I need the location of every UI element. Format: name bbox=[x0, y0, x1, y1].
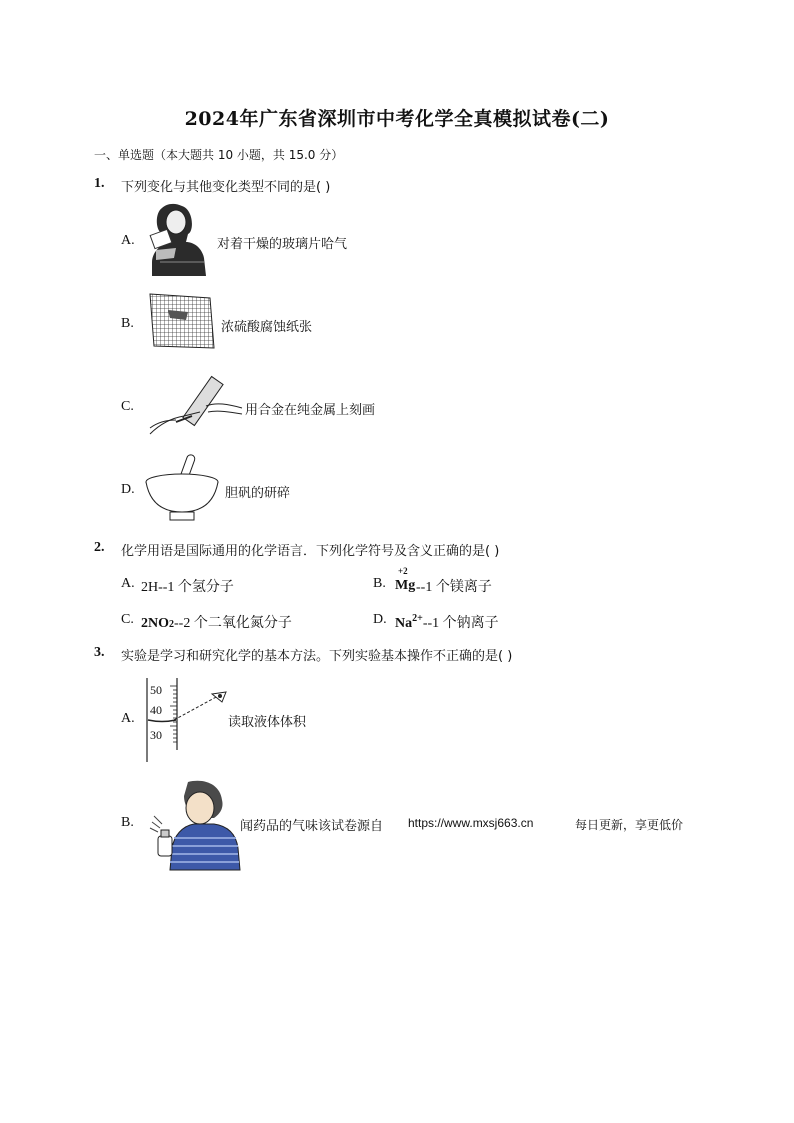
formula-superscript: 2+ bbox=[412, 613, 423, 624]
option-text: 2H--1 个氢分子 bbox=[141, 580, 234, 595]
option-text: 浓硫酸腐蚀纸张 bbox=[221, 320, 313, 335]
option-text: 用合金在纯金属上刻画 bbox=[245, 403, 376, 418]
person-breathing-illustration bbox=[146, 202, 208, 276]
question-number: 3. bbox=[94, 645, 105, 660]
option-letter: A. bbox=[121, 576, 135, 591]
option-text: 对着干燥的玻璃片哈气 bbox=[217, 237, 348, 252]
option-letter: D. bbox=[373, 612, 387, 627]
tick-label: 30 bbox=[150, 728, 162, 742]
question-number: 2. bbox=[94, 540, 105, 555]
valence-label: +2 bbox=[398, 566, 408, 576]
question-stem: 实验是学习和研究化学的基本方法。下列实验基本操作不正确的是( ) bbox=[121, 649, 513, 664]
source-url[interactable]: https://www.mxsj663.cn bbox=[408, 816, 534, 830]
option-text: 读取液体体积 bbox=[228, 715, 307, 730]
tick-label: 50 bbox=[150, 683, 162, 697]
option-letter: A. bbox=[121, 233, 135, 248]
option-letter: B. bbox=[373, 576, 386, 591]
option-letter: C. bbox=[121, 612, 134, 627]
boy-smelling-illustration bbox=[148, 778, 240, 870]
option-letter: B. bbox=[121, 316, 134, 331]
promo-text: 每日更新，享更低价 bbox=[575, 818, 684, 832]
question-stem: 下列变化与其他变化类型不同的是( ) bbox=[121, 180, 331, 195]
option-letter: D. bbox=[121, 482, 135, 497]
option-text: --1 个钠离子 bbox=[422, 616, 499, 631]
scratching-alloy-illustration bbox=[146, 372, 246, 438]
option-letter: B. bbox=[121, 815, 134, 830]
page-title: 2024年广东省深圳市中考化学全真模拟试卷(二) bbox=[184, 108, 610, 130]
formula-text: Na bbox=[395, 616, 413, 631]
question-stem: 化学用语是国际通用的化学语言．下列化学符号及含义正确的是( ) bbox=[121, 544, 500, 559]
chem-formula bbox=[395, 612, 499, 632]
chem-symbol: Mg bbox=[395, 578, 416, 593]
mortar-pestle-illustration bbox=[144, 452, 222, 526]
chem-formula bbox=[141, 612, 292, 632]
option-letter: C. bbox=[121, 399, 134, 414]
formula-subscript: 2 bbox=[169, 619, 174, 630]
option-text: 闻药品的气味该试卷源自 bbox=[240, 819, 384, 834]
corroded-paper-illustration bbox=[148, 292, 216, 350]
formula-text: 2NO bbox=[141, 616, 169, 631]
question-number: 1. bbox=[94, 176, 105, 191]
section-heading: 一、单选题（本大题共 10 小题，共 15.0 分） bbox=[94, 148, 344, 162]
tick-label: 40 bbox=[150, 703, 162, 717]
option-text: --1 个镁离子 bbox=[416, 580, 492, 595]
option-text: 胆矾的研碎 bbox=[225, 486, 291, 501]
option-letter: A. bbox=[121, 711, 135, 726]
option-text: --2 个二氧化氮分子 bbox=[174, 616, 292, 631]
